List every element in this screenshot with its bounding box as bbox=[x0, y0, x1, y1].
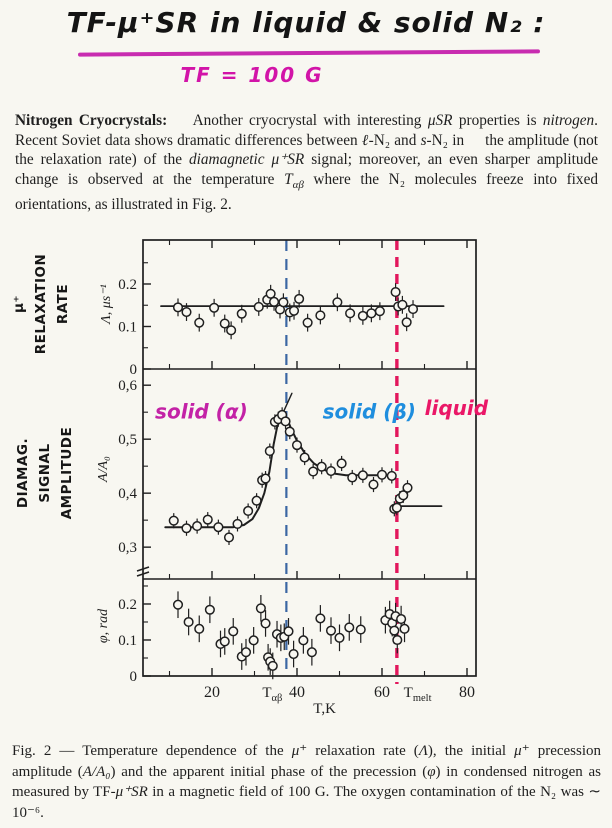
text-segment: μ⁺SR bbox=[271, 151, 305, 169]
data-point bbox=[266, 447, 275, 456]
data-point bbox=[195, 318, 204, 327]
data-point bbox=[337, 459, 346, 468]
data-point bbox=[257, 604, 266, 613]
phase-annotation: solid (β) bbox=[322, 399, 416, 424]
data-point bbox=[281, 417, 290, 426]
text-segment: μ bbox=[514, 743, 522, 759]
data-point bbox=[242, 648, 251, 657]
x-tick-label: 80 bbox=[459, 684, 475, 701]
data-point bbox=[289, 650, 298, 659]
title-underline-stroke bbox=[78, 49, 540, 56]
phase-annotation: liquid bbox=[424, 395, 489, 420]
data-point bbox=[244, 507, 253, 516]
data-point bbox=[345, 623, 354, 632]
data-point bbox=[391, 288, 400, 297]
data-point bbox=[387, 472, 396, 481]
x-tick-label: 20 bbox=[204, 684, 220, 701]
data-point bbox=[261, 619, 270, 628]
x-tick-label: 60 bbox=[374, 684, 390, 701]
data-point bbox=[206, 605, 215, 614]
text-segment: properties is bbox=[452, 112, 543, 129]
panel-hand-label: SIGNAL bbox=[37, 443, 53, 503]
text-segment: φ bbox=[427, 763, 436, 780]
data-point bbox=[317, 462, 326, 471]
x-transition-label: $T_{melt}$ bbox=[403, 685, 432, 704]
data-point bbox=[300, 453, 309, 462]
text-segment: A/A₀ bbox=[82, 763, 111, 780]
text-segment: αβ bbox=[292, 178, 304, 191]
data-point bbox=[203, 515, 212, 524]
data-point bbox=[249, 636, 258, 645]
data-point bbox=[378, 471, 387, 480]
data-point bbox=[348, 473, 357, 482]
data-point bbox=[174, 303, 183, 312]
text-segment: μ bbox=[291, 743, 300, 759]
data-point bbox=[400, 625, 409, 634]
text-segment: Nitrogen Cryocrystals: bbox=[15, 112, 168, 129]
data-point bbox=[327, 626, 336, 635]
data-point bbox=[227, 326, 236, 335]
text-segment: Λ bbox=[418, 743, 428, 759]
text-segment: s bbox=[420, 131, 427, 149]
text-segment: μ⁺SR bbox=[115, 784, 148, 800]
data-point bbox=[316, 311, 325, 320]
data-point bbox=[268, 662, 277, 671]
data-point bbox=[393, 503, 402, 512]
text-segment: T bbox=[284, 170, 293, 188]
fit-line bbox=[284, 393, 292, 411]
phase-annotation: solid (α) bbox=[155, 399, 248, 424]
data-point bbox=[169, 516, 178, 525]
text-segment: nitrogen bbox=[542, 112, 595, 129]
text-segment: ), the initial bbox=[427, 743, 515, 759]
x-transition-label: $T_{\alpha\beta}$ bbox=[262, 685, 283, 704]
page-title: TF-μ⁺SR in liquid & solid N₂ : bbox=[66, 6, 546, 39]
text-segment: ⁺ precession amplitude ( bbox=[12, 743, 602, 780]
data-point bbox=[220, 637, 229, 646]
y-tick-label: 0.1 bbox=[118, 632, 137, 649]
y-tick-label: 0,5 bbox=[118, 432, 137, 449]
data-point bbox=[327, 467, 336, 476]
panel-hand-label: RELAXATION bbox=[33, 253, 49, 355]
data-point bbox=[309, 467, 318, 476]
data-point bbox=[284, 627, 293, 636]
data-point bbox=[214, 523, 223, 532]
panel-hand-label: μ⁺ bbox=[11, 294, 27, 314]
y-axis-title: φ, rad bbox=[96, 608, 111, 644]
data-point bbox=[182, 524, 191, 533]
text-segment: ℓ bbox=[361, 131, 369, 149]
field-value-subtitle: TF = 100 G bbox=[180, 63, 324, 87]
data-point bbox=[346, 309, 355, 318]
panel-hand-label: RATE bbox=[55, 283, 71, 325]
data-point bbox=[237, 309, 246, 318]
fit-line bbox=[165, 415, 393, 527]
data-point bbox=[285, 427, 294, 436]
text-segment: Fig. 2 — Temperature dependence of the bbox=[12, 743, 292, 759]
text-segment: diamagnetic bbox=[188, 151, 265, 169]
data-point bbox=[233, 520, 242, 529]
data-point bbox=[261, 474, 270, 483]
data-point bbox=[193, 522, 202, 531]
panel-hand-label: DIAMAG. bbox=[15, 437, 31, 509]
data-point bbox=[390, 626, 399, 635]
text-segment: in a magnetic field of 100 G. The oxygen contamination of the N₂ was ∼ 10⁻⁶. bbox=[12, 784, 602, 821]
data-point bbox=[290, 306, 299, 315]
data-point bbox=[359, 312, 368, 321]
data-point bbox=[398, 301, 407, 310]
x-axis-title: T,K bbox=[313, 701, 336, 717]
data-point bbox=[295, 295, 304, 304]
data-point bbox=[409, 305, 418, 314]
text-segment: -N₂ in the amplitude (not the relaxation rate) of the bbox=[15, 131, 598, 169]
data-point bbox=[316, 614, 325, 623]
text-segment: -N₂ and bbox=[368, 131, 421, 149]
text-segment: μSR bbox=[427, 112, 453, 129]
y-tick-label: 0.2 bbox=[118, 276, 137, 293]
y-tick-label: 0,4 bbox=[118, 486, 137, 503]
data-point bbox=[367, 309, 376, 318]
data-point bbox=[174, 600, 183, 609]
data-point bbox=[393, 636, 402, 645]
data-point bbox=[252, 496, 261, 505]
data-point bbox=[376, 307, 385, 316]
figure-2 bbox=[0, 226, 612, 732]
data-point bbox=[356, 625, 365, 634]
y-tick-label: 0,6 bbox=[118, 378, 137, 395]
panel-hand-label: AMPLITUDE bbox=[59, 426, 75, 520]
y-tick-label: 0.1 bbox=[118, 319, 137, 336]
data-point bbox=[335, 634, 344, 643]
text-segment: ) in condensed nitrogen as measured by TF- bbox=[12, 763, 601, 800]
y-tick-label: 0,3 bbox=[118, 540, 137, 557]
data-point bbox=[254, 303, 263, 312]
text-segment: signal; moreover, an even sharper amplitude change is observed at the temperature bbox=[15, 151, 598, 188]
data-point bbox=[279, 298, 288, 307]
text-segment bbox=[265, 151, 272, 168]
data-point bbox=[266, 289, 275, 298]
data-point bbox=[270, 298, 279, 307]
data-point bbox=[299, 636, 308, 645]
data-point bbox=[308, 648, 317, 657]
y-tick-label: 0 bbox=[129, 669, 137, 685]
y-tick-label: 0.2 bbox=[118, 596, 137, 613]
data-point bbox=[333, 298, 342, 307]
data-point bbox=[195, 625, 204, 634]
text-segment: . Recent Soviet data shows dramatic differences between bbox=[15, 112, 598, 149]
data-point bbox=[303, 318, 312, 327]
figure-caption bbox=[12, 741, 601, 823]
data-point bbox=[293, 441, 302, 450]
figure-plot bbox=[0, 226, 612, 732]
text-segment: ⁺ relaxation rate ( bbox=[299, 743, 419, 759]
x-tick-label: 40 bbox=[289, 684, 305, 701]
data-point bbox=[220, 319, 229, 328]
y-axis-title: Λ, μs⁻¹ bbox=[99, 284, 114, 324]
y-tick-label: 0 bbox=[129, 362, 137, 378]
data-point bbox=[402, 318, 411, 327]
data-point bbox=[359, 471, 368, 480]
data-point bbox=[369, 480, 378, 489]
data-point bbox=[403, 483, 412, 492]
y-axis-title: A/A₀ bbox=[96, 456, 111, 482]
data-point bbox=[184, 618, 193, 627]
body-paragraph bbox=[15, 111, 598, 215]
data-point bbox=[182, 308, 191, 317]
text-segment: where the N₂ molecules freeze into fixed orientations, as illustrated in Fig. 2. bbox=[15, 170, 599, 214]
text-segment: ) and the apparent initial phase of the precession ( bbox=[110, 763, 428, 780]
text-segment: Another cryocrystal with interesting bbox=[167, 112, 428, 129]
data-point bbox=[225, 533, 234, 542]
data-point bbox=[397, 615, 406, 624]
data-point bbox=[210, 303, 219, 312]
data-point bbox=[229, 627, 238, 636]
